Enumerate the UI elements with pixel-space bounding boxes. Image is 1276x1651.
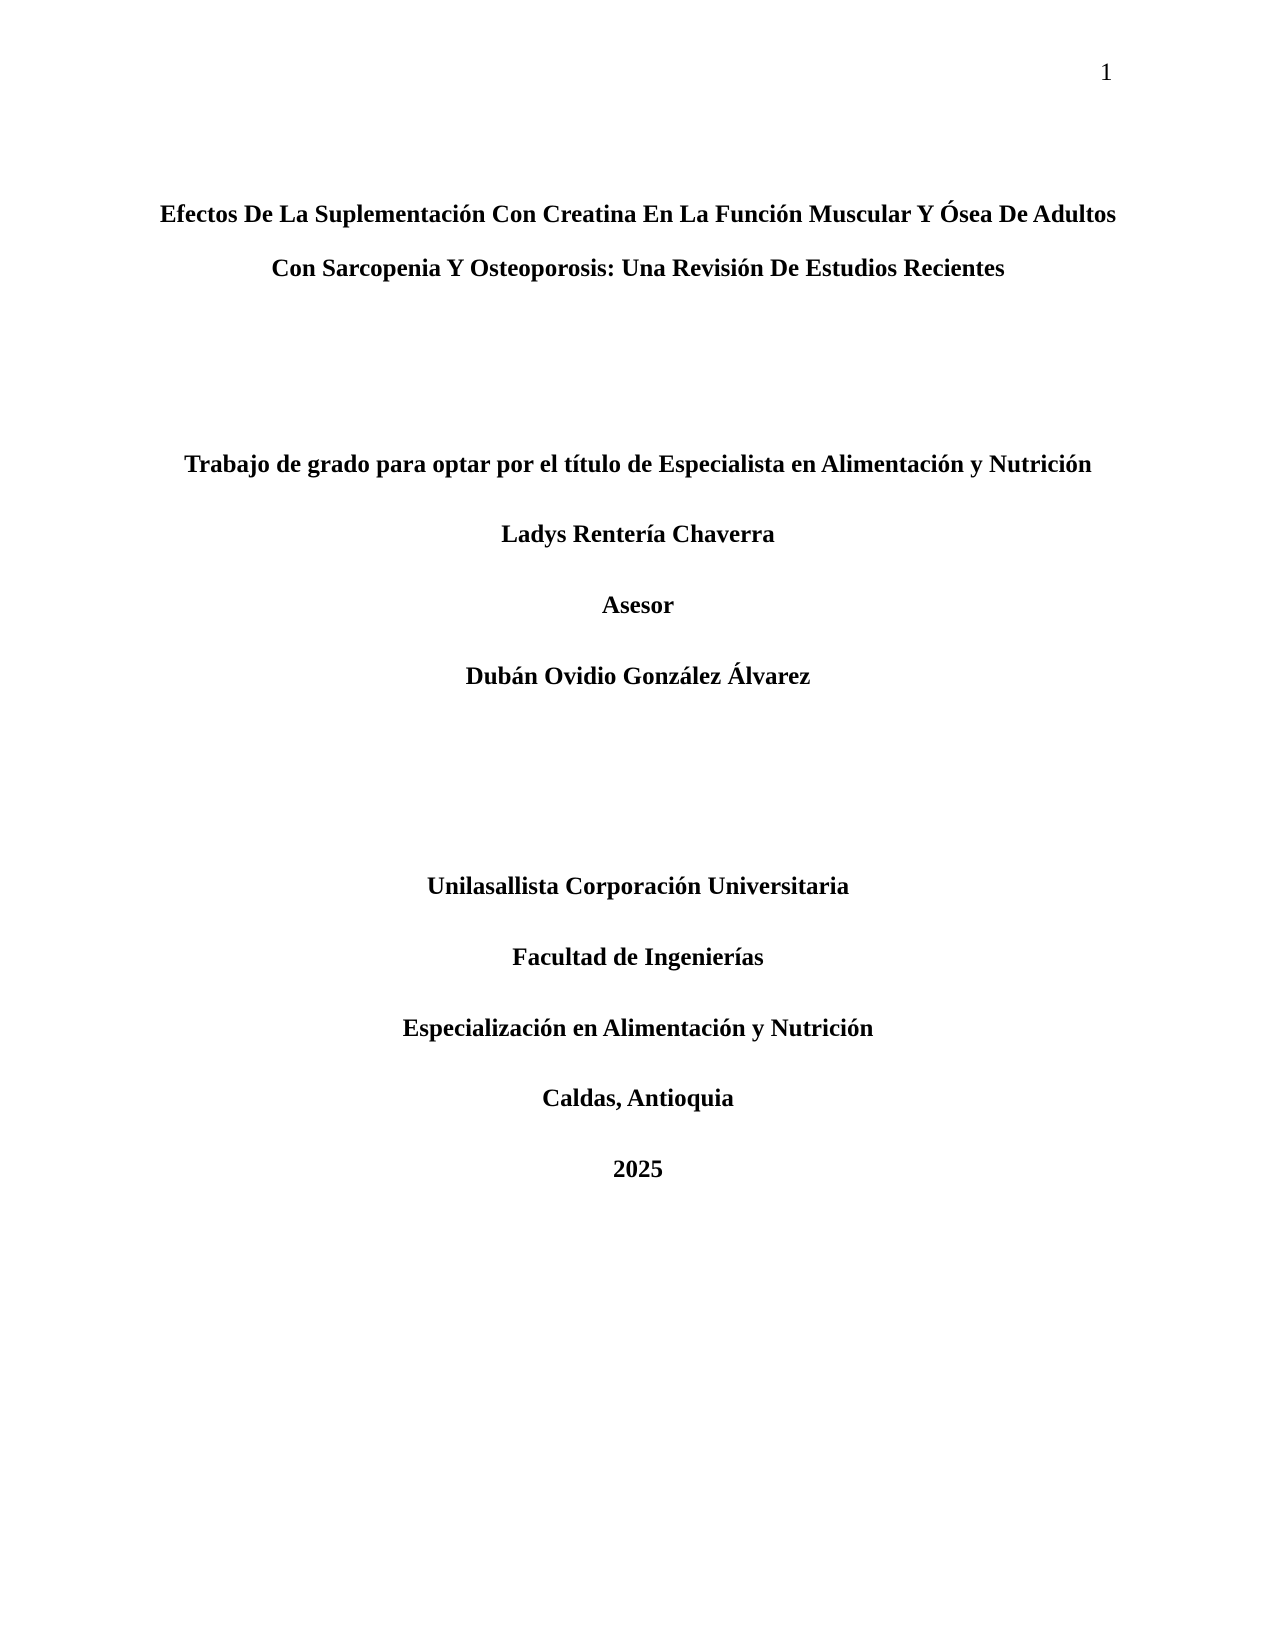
- author-name: Ladys Rentería Chaverra: [501, 521, 775, 548]
- advisor-name: Dubán Ovidio González Álvarez: [465, 663, 811, 690]
- faculty-name: Facultad de Ingenierías: [512, 944, 764, 971]
- advisor-label: Asesor: [601, 592, 675, 619]
- title-line-1: Efectos De La Suplementación Con Creatina En La Función Muscular Y Ósea De Adultos: [159, 201, 1117, 228]
- degree-statement: Trabajo de grado para optar por el título de Especialista en Alimentación y Nutrición: [184, 451, 1092, 478]
- institution-name: Unilasallista Corporación Universitaria: [426, 873, 850, 900]
- program-name: Especialización en Alimentación y Nutrición: [402, 1015, 874, 1042]
- title-line-2: Con Sarcopenia Y Osteoporosis: Una Revisión De Estudios Recientes: [271, 255, 1005, 282]
- location: Caldas, Antioquia: [542, 1085, 734, 1112]
- year: 2025: [613, 1156, 663, 1183]
- page-number: 1: [1100, 59, 1113, 86]
